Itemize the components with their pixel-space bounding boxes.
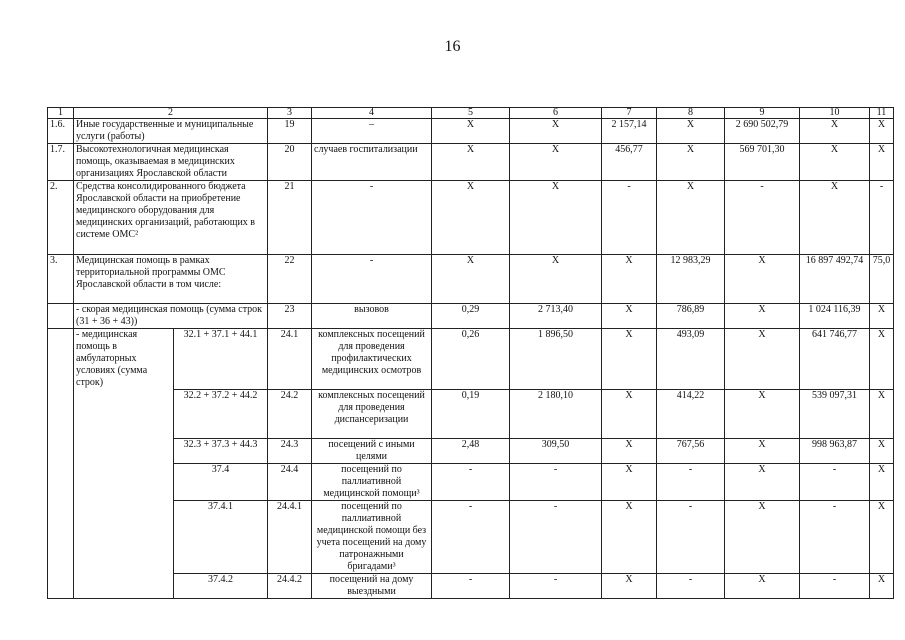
value-cell: X [725, 464, 800, 501]
table-row [48, 255, 894, 304]
row-code: 24.3 [268, 439, 312, 464]
row-code: 24.4 [268, 464, 312, 501]
value-cell: 0,29 [432, 304, 510, 329]
row-number [48, 329, 74, 599]
value-cell: X [870, 144, 894, 181]
value-cell: - [432, 501, 510, 574]
value-cell: 641 746,77 [800, 329, 870, 390]
value-cell: 0,26 [432, 329, 510, 390]
header-cell: 4 [312, 108, 432, 119]
header-row [48, 108, 894, 119]
value-cell: 493,09 [657, 329, 725, 390]
unit-cell: – [312, 119, 432, 144]
unit-cell: вызовов [312, 304, 432, 329]
value-cell: X [800, 181, 870, 255]
header-cell: 3 [268, 108, 312, 119]
row-code: 24.1 [268, 329, 312, 390]
value-cell: X [602, 329, 657, 390]
table-row [48, 144, 894, 181]
value-cell: X [602, 574, 657, 599]
value-cell: - [800, 464, 870, 501]
header-cell: 10 [800, 108, 870, 119]
unit-cell: комплексных посещений для проведения профилактических медицинских осмотров [312, 329, 432, 390]
value-cell: X [657, 181, 725, 255]
row-code: 22 [268, 255, 312, 304]
value-cell: X [510, 144, 602, 181]
value-cell: - [602, 181, 657, 255]
header-cell: 9 [725, 108, 800, 119]
value-cell: X [657, 144, 725, 181]
value-cell: 2 180,10 [510, 390, 602, 439]
value-cell: - [510, 574, 602, 599]
value-cell: X [432, 144, 510, 181]
row-name: Медицинская помощь в рамках территориальной программы ОМС Ярославской области в том числе: [74, 255, 268, 304]
value-cell: 1 896,50 [510, 329, 602, 390]
header-cell: 2 [74, 108, 268, 119]
value-cell: 786,89 [657, 304, 725, 329]
row-code: 19 [268, 119, 312, 144]
table-row [48, 439, 894, 464]
row-code: 24.2 [268, 390, 312, 439]
value-cell: X [602, 304, 657, 329]
value-cell: - [510, 464, 602, 501]
row-number: 2. [48, 181, 74, 255]
unit-cell: посещений с иными целями [312, 439, 432, 464]
value-cell: 309,50 [510, 439, 602, 464]
value-cell: X [602, 501, 657, 574]
table-row [48, 390, 894, 439]
value-cell: 12 983,29 [657, 255, 725, 304]
table-row [48, 464, 894, 501]
data-table [47, 107, 894, 599]
formula-cell: 37.4.2 [174, 574, 268, 599]
value-cell: 75,0 [870, 255, 894, 304]
value-cell: X [870, 501, 894, 574]
value-cell: - [725, 181, 800, 255]
value-cell: X [510, 181, 602, 255]
table-row [48, 501, 894, 574]
row-number: 1.7. [48, 144, 74, 181]
value-cell: X [800, 119, 870, 144]
value-cell: - [432, 464, 510, 501]
row-code: 20 [268, 144, 312, 181]
value-cell: X [870, 304, 894, 329]
value-cell: X [602, 439, 657, 464]
value-cell: X [725, 304, 800, 329]
value-cell: 998 963,87 [800, 439, 870, 464]
value-cell: X [870, 329, 894, 390]
value-cell: 16 897 492,74 [800, 255, 870, 304]
value-cell: - [657, 464, 725, 501]
value-cell: - [800, 574, 870, 599]
row-name: - скорая медицинская помощь (сумма строк (31 + 36 + 43)) [74, 304, 268, 329]
value-cell: X [432, 181, 510, 255]
value-cell: X [725, 574, 800, 599]
row-name: Высокотехнологичная медицинская помощь, оказываемая в медицинских организациях Ярославской области [74, 144, 268, 181]
value-cell: X [432, 119, 510, 144]
value-cell: - [657, 574, 725, 599]
value-cell: X [870, 390, 894, 439]
header-cell: 5 [432, 108, 510, 119]
value-cell: X [725, 255, 800, 304]
table-row [48, 329, 894, 390]
table-row [48, 181, 894, 255]
value-cell: X [725, 439, 800, 464]
formula-cell: 32.3 + 37.3 + 44.3 [174, 439, 268, 464]
row-code: 24.4.1 [268, 501, 312, 574]
value-cell: - [800, 501, 870, 574]
row-code: 23 [268, 304, 312, 329]
formula-cell: 32.1 + 37.1 + 44.1 [174, 329, 268, 390]
value-cell: X [725, 329, 800, 390]
value-cell: X [602, 464, 657, 501]
header-cell: 1 [48, 108, 74, 119]
row-number [48, 304, 74, 329]
header-cell: 8 [657, 108, 725, 119]
unit-cell: посещений по паллиативной медицинской помощи³ [312, 464, 432, 501]
value-cell: X [800, 144, 870, 181]
value-cell: X [725, 501, 800, 574]
row-code: 24.4.2 [268, 574, 312, 599]
table-row [48, 574, 894, 599]
value-cell: X [510, 119, 602, 144]
header-cell: 7 [602, 108, 657, 119]
ambulatory-label: - медицинская помощь в амбулаторных условиях (сумма строк) [74, 329, 174, 599]
value-cell: 2,48 [432, 439, 510, 464]
row-name: Иные государственные и муниципальные услуги (работы) [74, 119, 268, 144]
row-code: 21 [268, 181, 312, 255]
unit-cell: - [312, 181, 432, 255]
value-cell: X [432, 255, 510, 304]
table-row [48, 119, 894, 144]
value-cell: 569 701,30 [725, 144, 800, 181]
table-row [48, 304, 894, 329]
unit-cell: - [312, 255, 432, 304]
unit-cell: комплексных посещений для проведения диспансеризации [312, 390, 432, 439]
value-cell: X [870, 439, 894, 464]
value-cell: - [870, 181, 894, 255]
value-cell: 414,22 [657, 390, 725, 439]
value-cell: 539 097,31 [800, 390, 870, 439]
value-cell: 456,77 [602, 144, 657, 181]
header-cell: 6 [510, 108, 602, 119]
value-cell: X [602, 255, 657, 304]
row-number: 1.6. [48, 119, 74, 144]
value-cell: X [725, 390, 800, 439]
formula-cell: 32.2 + 37.2 + 44.2 [174, 390, 268, 439]
value-cell: X [870, 119, 894, 144]
value-cell: X [870, 464, 894, 501]
formula-cell: 37.4.1 [174, 501, 268, 574]
value-cell: 2 690 502,79 [725, 119, 800, 144]
value-cell: 0,19 [432, 390, 510, 439]
formula-cell: 37.4 [174, 464, 268, 501]
value-cell: - [657, 501, 725, 574]
value-cell: 1 024 116,39 [800, 304, 870, 329]
value-cell: - [510, 501, 602, 574]
value-cell: X [510, 255, 602, 304]
value-cell: X [870, 574, 894, 599]
row-number: 3. [48, 255, 74, 304]
unit-cell: посещений по паллиативной медицинской помощи без учета посещений на дому патронажными бригадами³ [312, 501, 432, 574]
value-cell: X [602, 390, 657, 439]
row-name: Средства консолидированного бюджета Ярославской области на приобретение медицинского оборудования для медицинских организаций, работающих в системе ОМС² [74, 181, 268, 255]
unit-cell: посещений на дому выездными [312, 574, 432, 599]
page-number: 16 [444, 38, 461, 55]
value-cell: 2 713,40 [510, 304, 602, 329]
unit-cell: случаев госпитализации [312, 144, 432, 181]
value-cell: 2 157,14 [602, 119, 657, 144]
value-cell: 767,56 [657, 439, 725, 464]
header-cell: 11 [870, 108, 894, 119]
value-cell: - [432, 574, 510, 599]
value-cell: X [657, 119, 725, 144]
